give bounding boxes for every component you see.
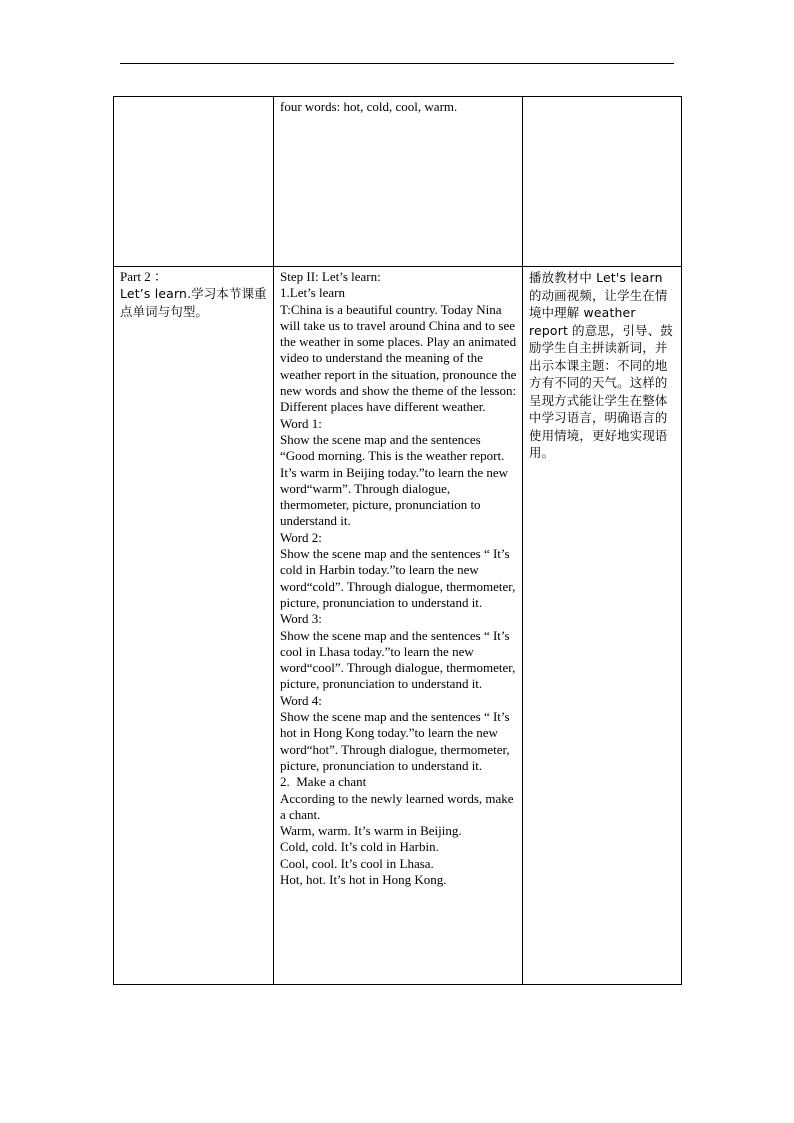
word-heading: Word 2: <box>280 529 322 545</box>
part-description: Let’s learn.学习本节课重点单词与句型。 <box>120 286 267 319</box>
word-heading: Word 1: <box>280 415 322 431</box>
steps-text: four words: hot, cold, cool, warm. <box>280 99 458 114</box>
chant-line: Cool, cool. It’s cool in Lhasa. <box>280 855 434 871</box>
table-row <box>114 97 682 267</box>
chant-line: Hot, hot. It’s hot in Hong Kong. <box>280 871 447 887</box>
word-paragraph: Show the scene map and the sentences “ It’s cold in Harbin today.”to learn the new word“cold”. Through dialogue, thermometer, picture, pronunciation to understand it. <box>280 546 516 610</box>
word-heading: Word 4: <box>280 692 322 708</box>
part-title: Part 2 ： <box>120 269 167 284</box>
word-paragraph: Show the scene map and the sentences “ It’s cool in Lhasa today.”to learn the new word“cool”. Through dialogue, thermometer, picture, pronunciation to understand it. <box>280 627 516 692</box>
step-heading: Step II: Let’s learn: <box>280 269 381 284</box>
lesson-plan-table <box>113 96 682 985</box>
purpose-cell <box>523 97 682 267</box>
word-paragraph: Show the scene map and the sentences “ It’s hot in Hong Kong today.”to learn the new word“hot”. Through dialogue, thermometer, picture, pronunciation to understand it. <box>280 709 510 773</box>
steps-cell <box>274 267 523 985</box>
step-paragraph: T:China is a beautiful country. Today Nina will take us to travel around China and to see the weather in some places. Play an animated video to understand the meaning of the weather report in the situation, pronounce the new words and show the theme of the lesson: Different places have different weather. <box>280 301 517 415</box>
step-subheading: 1.Let’s learn <box>280 285 345 301</box>
word-paragraph: Show the scene map and the sentences “Good morning. This is the weather report. It’s warm in Beijing today.”to learn the new word“warm”. Through dialogue, thermometer, picture, pronunciation to understand it. <box>280 431 509 529</box>
step-subheading: 2. Make a chant <box>280 774 367 790</box>
chant-line: Cold, cold. It’s cold in Harbin. <box>280 839 439 855</box>
purpose-cell <box>523 267 682 985</box>
step-paragraph: According to the newly learned words, make a chant. <box>280 790 514 822</box>
steps-cell <box>274 97 523 267</box>
word-heading: Word 3: <box>280 611 322 627</box>
header-rule <box>120 63 674 64</box>
table-row <box>114 267 682 985</box>
purpose-text: 播放教材中 Let's learn 的动画视频，让学生在情境中理解 weather report 的意思，引导、鼓励学生自主拼读新词，并出示本课主题：不同的地方有不同的天气。这样的呈现方式能让学生在整体中学习语言，明确语言的使用情境，更好地实现语用。 <box>529 270 673 460</box>
chant-line: Warm, warm. It’s warm in Beijing. <box>280 823 462 839</box>
part-cell <box>114 97 274 267</box>
part-cell <box>114 267 274 985</box>
